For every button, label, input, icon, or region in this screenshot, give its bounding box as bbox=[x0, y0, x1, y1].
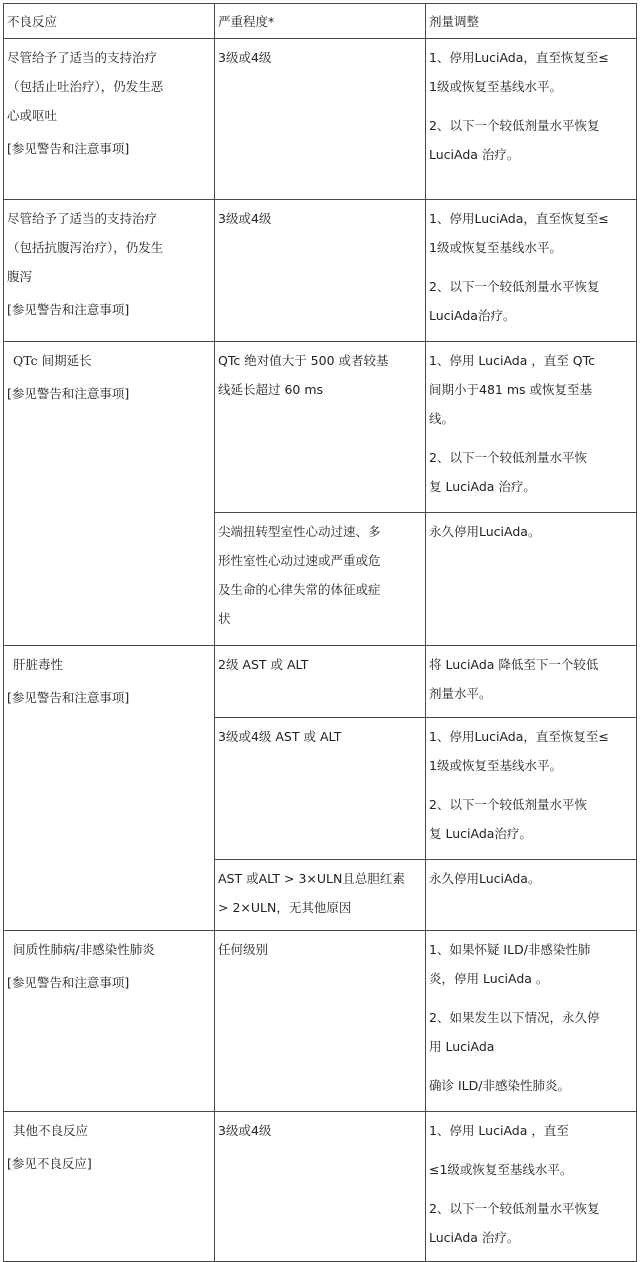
reaction-cell bbox=[4, 342, 215, 646]
adjustment-cell bbox=[426, 931, 637, 1112]
reference-note: [参见警告和注意事项] bbox=[7, 386, 130, 401]
severity-text: 3级或4级 AST 或 ALT bbox=[218, 729, 342, 744]
header-severity: 严重程度* bbox=[215, 4, 426, 39]
adjustment-text: 永久停用LuciAda。 bbox=[429, 871, 541, 886]
severity-cell bbox=[215, 860, 426, 931]
severity-cell bbox=[215, 342, 426, 513]
adjustment-text: 2、以下一个较低剂量水平恢 bbox=[429, 797, 587, 812]
severity-text: 3级或4级 bbox=[218, 50, 272, 65]
adjustment-text: 永久停用LuciAda。 bbox=[429, 524, 541, 539]
dose-adjustment-table bbox=[3, 3, 637, 1262]
reaction-text: 肝脏毒性 bbox=[13, 657, 64, 672]
adjustment-cell bbox=[426, 200, 637, 342]
adjustment-text: 2、以下一个较低剂量水平恢 bbox=[429, 450, 587, 465]
adjustment-text: 1级或恢复至基线水平。 bbox=[429, 758, 562, 773]
reference-note: [参见警告和注意事项] bbox=[7, 141, 130, 156]
reaction-text: 尽管给予了适当的支持治疗 bbox=[7, 50, 158, 65]
reference-note: [参见警告和注意事项] bbox=[7, 302, 130, 317]
severity-text: 3级或4级 bbox=[218, 1123, 272, 1138]
adjustment-cell bbox=[426, 513, 637, 646]
reaction-text: 尽管给予了适当的支持治疗 bbox=[7, 211, 158, 226]
severity-text: 及生命的心律失常的体征或症 bbox=[218, 582, 381, 597]
severity-cell bbox=[215, 718, 426, 860]
adjustment-text: LuciAda 治疗。 bbox=[429, 147, 520, 162]
severity-text: > 2×ULN，无其他原因 bbox=[218, 900, 352, 915]
severity-text: AST 或ALT > 3×ULN且总胆红素 bbox=[218, 871, 405, 886]
adjustment-cell bbox=[426, 860, 637, 931]
adjustment-text: 2、以下一个较低剂量水平恢复 bbox=[429, 118, 600, 133]
adjustment-text: 剂量水平。 bbox=[429, 686, 492, 701]
adjustment-cell bbox=[426, 718, 637, 860]
adjustment-text: 1、停用 LuciAda ，直至 bbox=[429, 1123, 569, 1138]
reaction-text: 间质性肺病/非感染性肺炎 bbox=[13, 942, 155, 957]
table-row bbox=[4, 1112, 637, 1262]
header-adjustment: 剂量调整 bbox=[426, 4, 637, 39]
adjustment-text: 1、停用LuciAda，直至恢复至≤ bbox=[429, 211, 609, 226]
severity-cell bbox=[215, 931, 426, 1112]
table-row bbox=[4, 931, 637, 1112]
adjustment-text: 1级或恢复至基线水平。 bbox=[429, 240, 562, 255]
adjustment-text: 复 LuciAda治疗。 bbox=[429, 826, 532, 841]
table-row bbox=[4, 39, 637, 200]
table-row bbox=[4, 342, 637, 513]
adjustment-text: ≤1级或恢复至基线水平。 bbox=[429, 1162, 573, 1177]
adjustment-text: 1、停用LuciAda，直至恢复至≤ bbox=[429, 729, 609, 744]
reference-note: [参见不良反应] bbox=[7, 1156, 92, 1171]
reaction-text: （包括止吐治疗），仍发生恶 bbox=[7, 79, 164, 94]
adjustment-text: 确诊 ILD/非感染性肺炎。 bbox=[429, 1078, 570, 1093]
severity-text: 尖端扭转型室性心动过速、多 bbox=[218, 524, 381, 539]
adjustment-cell bbox=[426, 342, 637, 513]
adjustment-text: 1、停用 LuciAda ，直至 QTc bbox=[429, 353, 596, 368]
table-row bbox=[4, 200, 637, 342]
severity-text: 任何级别 bbox=[218, 942, 269, 957]
reaction-text: 其他不良反应 bbox=[13, 1123, 89, 1138]
reaction-text: 心或呕吐 bbox=[7, 108, 58, 123]
reaction-cell bbox=[4, 200, 215, 342]
severity-text: 形性室性心动过速或严重或危 bbox=[218, 553, 381, 568]
adjustment-text: 炎，停用 LuciAda 。 bbox=[429, 971, 549, 986]
reaction-text: （包括抗腹泻治疗），仍发生 bbox=[7, 240, 164, 255]
reaction-text: QTc 间期延长 bbox=[13, 353, 92, 368]
severity-text: 3级或4级 bbox=[218, 211, 272, 226]
adjustment-text: 1级或恢复至基线水平。 bbox=[429, 79, 562, 94]
severity-text: 状 bbox=[218, 611, 231, 626]
adjustment-text: 用 LuciAda bbox=[429, 1039, 495, 1054]
adjustment-text: 线。 bbox=[429, 411, 455, 426]
reaction-cell bbox=[4, 1112, 215, 1262]
reaction-cell bbox=[4, 646, 215, 931]
adjustment-text: 1、如果怀疑 ILD/非感染性肺 bbox=[429, 942, 591, 957]
adjustment-cell bbox=[426, 646, 637, 718]
adjustment-text: 复 LuciAda 治疗。 bbox=[429, 479, 536, 494]
adjustment-cell bbox=[426, 39, 637, 200]
reference-note: [参见警告和注意事项] bbox=[7, 975, 130, 990]
reference-note: [参见警告和注意事项] bbox=[7, 690, 130, 705]
adjustment-text: 2、以下一个较低剂量水平恢复 bbox=[429, 1201, 600, 1216]
severity-cell bbox=[215, 200, 426, 342]
severity-text: QTc 绝对值大于 500 或者较基 bbox=[218, 353, 389, 368]
adjustment-text: 1、停用LuciAda，直至恢复至≤ bbox=[429, 50, 609, 65]
severity-text: 2级 AST 或 ALT bbox=[218, 657, 309, 672]
severity-text: 线延长超过 60 ms bbox=[218, 382, 324, 397]
table-row bbox=[4, 646, 637, 718]
adjustment-text: LuciAda 治疗。 bbox=[429, 1230, 520, 1245]
severity-cell bbox=[215, 646, 426, 718]
table-header-row bbox=[4, 4, 637, 39]
reaction-text: 腹泻 bbox=[7, 269, 33, 284]
adjustment-text: 2、如果发生以下情况，永久停 bbox=[429, 1010, 600, 1025]
severity-cell bbox=[215, 513, 426, 646]
adjustment-text: 2、以下一个较低剂量水平恢复 bbox=[429, 279, 600, 294]
severity-cell bbox=[215, 39, 426, 200]
header-reaction: 不良反应 bbox=[4, 4, 215, 39]
adjustment-text: 将 LuciAda 降低至下一个较低 bbox=[429, 657, 599, 672]
reaction-cell bbox=[4, 39, 215, 200]
adjustment-cell bbox=[426, 1112, 637, 1262]
reaction-cell bbox=[4, 931, 215, 1112]
adjustment-text: LuciAda治疗。 bbox=[429, 308, 516, 323]
adjustment-text: 间期小于481 ms 或恢复至基 bbox=[429, 382, 592, 397]
severity-cell bbox=[215, 1112, 426, 1262]
